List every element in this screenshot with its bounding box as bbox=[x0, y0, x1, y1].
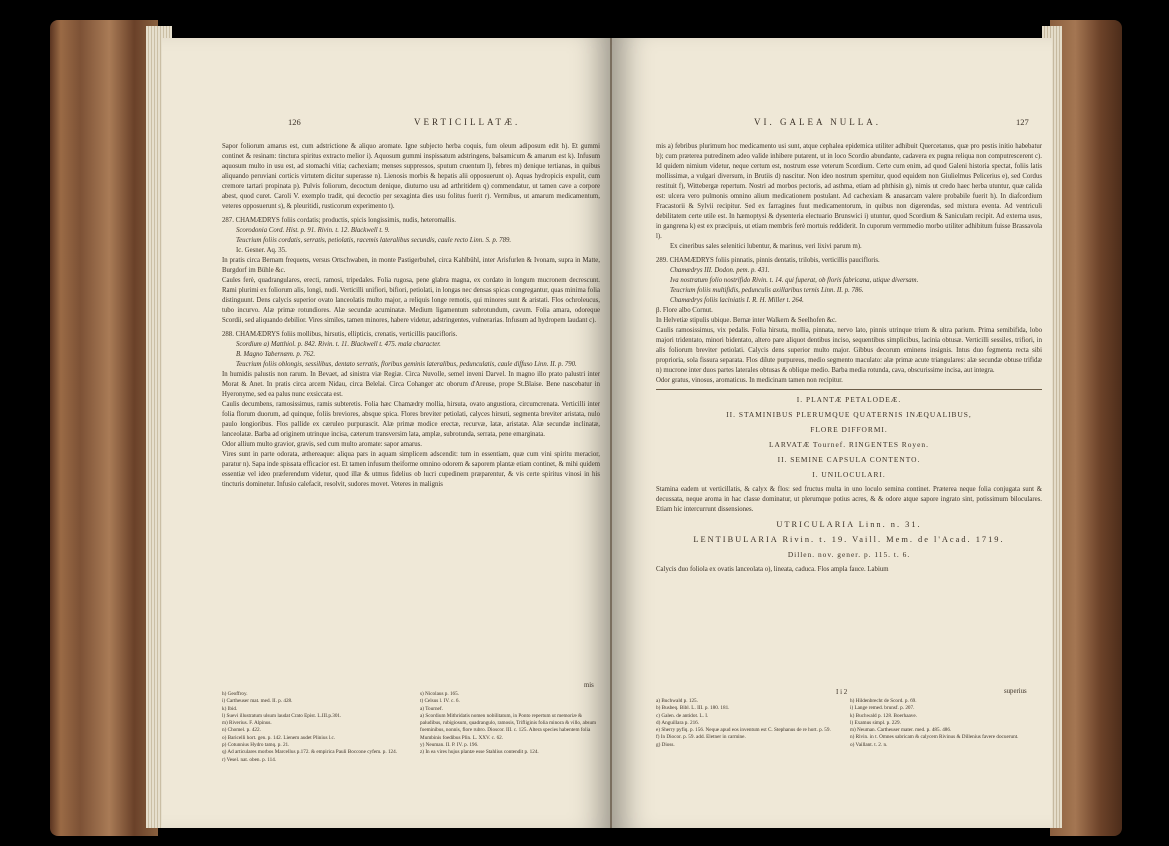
footnote: s) Nicolaus p. 165. bbox=[420, 691, 460, 697]
footnote: i) Lange remed. brunsf. p. 207. bbox=[850, 705, 915, 712]
footnote: e) Sherry pyfiq. p. 156. Neque apud eos inventum est C. Stephanus de re hort. p. 59. bbox=[656, 727, 831, 734]
footnote: t) Celsus l. IV. c. 6. bbox=[420, 698, 460, 705]
footnote: b) Busbeq. Bibl. L. III. p. 180. 181. bbox=[656, 705, 730, 712]
species-entry-288: 288. CHAMÆDRYS foliis mollibus, hirsutis, ellipticis, crenatis, verticillis paucifloris. bbox=[222, 331, 458, 338]
footnote: o) Baricelli hort. gen. p. 142. Lienem audet Plinius l.c. bbox=[222, 734, 336, 741]
footnote: k) Ibid. bbox=[222, 705, 238, 712]
description-paragraph: Caulis decumbens, ramosissimus, ramis subteretis. Folia hæc Chamædry mollia, hirsuta, ovato angustiora, circumcrenata. Verticilli inter folia florum duorum, ad quinque, foliis breviores, absque spica. Flores breviter petiolati, calyces hirsuti, segmenta breviter aristata, nulo paulo longioribus. Flos pallide ex cæruleo purpurascit. Alæ primæ modice erectæ, recurvæ, latæ, aristatæ. Alæ secundæ inclinatæ, lanceolatæ. Barba ad originem utrinque incisa, cæterum transversim lata, amplæ, subrotunda, serrata, pene emarginata. bbox=[222, 401, 600, 438]
section-heading: II. SEMINE CAPSULA CONTENTO. bbox=[777, 455, 921, 464]
left-footnotes-col2 bbox=[420, 691, 600, 757]
left-footnotes-col1 bbox=[222, 691, 407, 764]
footnote: l) Examus simpl. p. 229. bbox=[850, 719, 901, 726]
footnote: d) Anguillara p. 216. bbox=[656, 719, 700, 726]
section-heading: I. PLANTÆ PETALODEÆ. bbox=[796, 395, 902, 404]
footnote: a) Tournef. bbox=[420, 705, 443, 712]
footnote: l) Suevi illustratum ulsum laudat Crato Epist. L.III.p.301. bbox=[222, 712, 342, 719]
footnote: y) Neuman. II. P. IV. p. 196. bbox=[420, 742, 479, 749]
right-running-header: VI. GALEA NULLA. bbox=[754, 117, 881, 127]
genus-text: Calycis duo foliola ex ovatis lanceolata o), lineata, caduca. Flos ampla fauce. Labium bbox=[656, 566, 889, 573]
genus-heading: UTRICULARIA Linn. n. 31. bbox=[776, 520, 922, 529]
paragraph: Ex cineribus sales selenitici lubentur, & marinus, veri lixivi parum m). bbox=[670, 243, 862, 250]
synonym-line: Iva nostratum folio nostrifido Rivin. t. 14. qui fuperat, ob floris fabricana, utique diversam. bbox=[670, 277, 919, 284]
left-page bbox=[162, 38, 612, 828]
section-divider bbox=[656, 389, 1042, 390]
section-text: Stamina eadem ut verticillatis, & calyx & flos: sed fructus multa in uno loculo semina continet. Præterea neque folia conjugata sunt & decussata, neque aroma in hac classe dominatur, ut plerumque potius acres, & & odore atque sapore ingrato sint, potissimum biloculares. Etiam hic intercurrunt dissensiones. bbox=[656, 486, 1042, 513]
footnote: n) Chomel. p. 422. bbox=[222, 727, 261, 734]
paragraph: mis a) febribus plurimum hoc medicamento usi sunt, atque cephalea epidemica utiliter adhibuit Quercetanus, quæ pro pestis initio habebatur b); cum præterea putredinem adeo valide inhibere putarent, ut in loco Scordio abundante, cadavera ex pugna reliqua non computrescerent c). Id quidem nimium videtur, neque certum est, nostrum esse veterum Scordium. Certe cum enim, ad quod Galeni historia spectat, foliis latis mollissimæ, a vulgari diversum, in Brutiis d) nascitur. Non ideo nostrum spernitur, quod equidem non Giulielmus Pelicerius e), sed Cordus restituit f), Wittebergæ repertum. Nostri ad morbos pectoris, ad asthma, etiam ad phthisin g), nimis ut credo haec herba utuntur, quæ calida est: ulcera vero pulmonis omnino alium medicationem postulant. Ad cachexiam & anasarcam valere probabile fuerit h). In diafcordium Fracastorii & Sylvii recipitur. Sed ex farragines fuut medicamentorum, in quibus non digerendas, sed mixtura eventa. Ad ventriculi debilitatem certe utile est. In hæmoptysi & dysenteria electuario Brunswici i) utuntur, quod Scordium & Saniculam recipit. Ad externa usus, in gangrena k) est ex præcipuis, ut etiam membris ferè mortuis reddiderit. In cuporum vermmedio morbo utiliter adhibitum fuisse Brassavola l). bbox=[656, 143, 1042, 240]
variety-line: β. Flore albo Cornut. bbox=[656, 307, 713, 314]
synonym-line: Scorodonia Cord. Hist. p. 91. Rivin. t. 12. Blackwell t. 9. bbox=[236, 227, 390, 234]
left-page-number: 126 bbox=[288, 117, 301, 127]
footnote: r) Vesel. nat. oben. p. 114. bbox=[222, 756, 277, 763]
right-body-text bbox=[656, 142, 1042, 575]
synonym-line: Chamædrys foliis laciniatis I. R. H. Miller t. 264. bbox=[670, 297, 804, 304]
right-footnotes-col1 bbox=[656, 698, 841, 749]
left-body-text bbox=[222, 142, 600, 490]
synonym-line: Teucrium foliis multifidis, pedunculis axillaribus ternis Linn. II. p. 786. bbox=[670, 287, 864, 294]
left-catchword: mis bbox=[584, 682, 594, 689]
habitat-paragraph: In pratis circa Bernam frequens, versus Ortschwaben, in monte Pastigerbuhel, circa Kahlbühl, inter Arisfurlen & Ivonam, supra in Matte, Burgdorf im Bühle &c. bbox=[222, 257, 600, 274]
odor-paragraph: Odor gratus, vinosus, aromaticus. In medicinam tamen non recipitur. bbox=[656, 377, 843, 384]
footnote: h) Hildenbrecht de Scord. p. 69. bbox=[850, 698, 917, 704]
description-paragraph: Caules ferè, quadrangulares, erecti, ramosi, tripedales. Folia rugosa, pene glabra magna, ex cordato in longum mucronem decrescunt. Rami plurimi ex foliorum alis, longi, nudi. Verticilli unifiori, bifiori, petiolati, in longas nec densas spicas congregantur, quas minima folia distinguunt. Dens calycis superior ovato lanceolatis multo major, a reliquis longe remotis, qui minores sunt & aristati. Flos ochroleucus, tubo incurvo. Alæ primæ rotundiores. Alæ secundæ acuminatæ. Medium ligamentum subrotundum, cavum. Folia amara, odoreque Scordii, sed aliquando debilior. Vires similes, tamen minores, habere videtur, adstringentes, vulnerarias. Infusum ad hydropem laudant c). bbox=[222, 277, 600, 324]
section-heading: I. UNILOCULARI. bbox=[812, 470, 886, 479]
footnote: z) In ea vires hujus plantæ esse Stahlius contendit p. 124. bbox=[420, 749, 539, 756]
footnote: h) Geoffroy. bbox=[222, 691, 248, 697]
genus-heading: LENTIBULARIA Rivin. t. 19. Vaill. Mem. de l'Acad. 1719. bbox=[693, 535, 1005, 544]
left-cover-edge bbox=[50, 20, 158, 836]
footnote: i) Cartheuser mat. med. II. p. 428. bbox=[222, 698, 293, 705]
right-page bbox=[612, 38, 1052, 828]
species-entry-289: 289. CHAMÆDRYS foliis pinnatis, pinnis dentatis, trilobis, verticillis paucifloris. bbox=[656, 257, 880, 264]
synonym-line: Ic. Gesner. Aq. 35. bbox=[236, 247, 287, 254]
footnote: o) Vaillant. t. 2. n. bbox=[850, 741, 888, 748]
footnote: p) Cotunnius Hydro tamq. p. 21. bbox=[222, 742, 290, 749]
odor-paragraph: Odor allium multo gravior, gravis, sed cum multo aromate: sapor amarus. bbox=[222, 441, 423, 448]
left-running-header: VERTICILLATÆ. bbox=[414, 117, 521, 127]
footnote: c) Galen. de antidot. L. I. bbox=[656, 712, 709, 719]
section-heading: LARVATÆ Tournef. RINGENTES Royen. bbox=[769, 440, 929, 449]
footnote: g) Dioss. bbox=[656, 741, 675, 748]
footnote: m) Riverius. F. Alpinus. bbox=[222, 720, 272, 727]
signature-mark: I i 2 bbox=[836, 688, 848, 696]
open-book bbox=[50, 20, 1122, 840]
synonym-line: Teucrium foliis cordatis, serratis, petiolatis, racemis lateralibus secundis, caule recto Linn. S. p. 789. bbox=[236, 237, 512, 244]
right-footnotes-col2 bbox=[850, 698, 1040, 749]
footnote: q) Ad articulares morbos Marcellus p.172. & empirica Pauli Boccone cyfem. p. 124. bbox=[222, 749, 398, 756]
habitat-paragraph: In Helvetiæ stipulis ubique. Bernæ inter Walkern & Seelhofen &c. bbox=[656, 317, 837, 324]
right-catchword: superius bbox=[1004, 688, 1027, 695]
synonym-line: Teucrium foliis oblongis, sessilibus, dentato serratis, floribus geminis lateralibus, pedunculatis, caule diffuso Linn. II. p. 790. bbox=[236, 361, 577, 368]
section-heading: II. STAMINIBUS PLERUMQUE QUATERNIS INÆQUALIBUS, bbox=[726, 410, 972, 419]
synonym-line: Scordium a) Matthiol. p. 842. Rivin. t. 11. Blackwell t. 475. mala character. bbox=[236, 341, 441, 348]
footnote: k) Buchwald p. 128. Boerhaave. bbox=[850, 712, 917, 719]
paragraph: Sapor foliorum amarus est, cum adstrictione & aliquo aromate. Igne subjecto herba coquis, fum oleum adiposum edit h). Et gummi continet & resinam: tinctura spiritus extracto melior i). Aquosum gummi inspissatum adstringens, balsamicum & amarum est k). Infusum aquosum multo in usu est, ad stomachi vitia; cachexiam; menses suppressos, sputum cruentum l), febres m) denique tertianas, in quibus aliquando peruviani corticis virtutem dicitur superasse n). Lienosis morbis & hepatis alii opposuerunt o). Aquas hydropicis expulit, cum cremore tartari propinata p). Pulvis foliorum, decoctum denique, diuturno usu ad arthritidem q) commendatur, ut tamen cave a corpore abest, quod curet. Caroli V. exemplo tradit, qui decoctio per sexaginta dies usu folitus fuerit r). Vermibus, ut amarum medicamentum, veteres opposuerunt s), & pleuritidi, rusticorum experimento t). bbox=[222, 143, 600, 210]
footnote: a) Scordium Mithridatis nomen nobilitatum, in Ponto repertum ut memoriæ & paludibus, rubigiosum, quadrangulo, ramosis, Trifliginis folia minora & villo, absum foeminibus, nonnis, flore rubro. Dioscor. III. c. 125. Altera species habentem folia Mumbinis foedibus Plin. L. XXV. c. 62. bbox=[420, 712, 597, 741]
footnote: m) Neuman. Cartheuser mater. med. p. 485. 486. bbox=[850, 727, 952, 734]
footnote: f) In Diocor. p. 59. add. Eletner in carmine. bbox=[656, 734, 746, 741]
virtues-paragraph: Vires sunt in parte odorata, æthereaque: aliqua pars in aquam simplicem adscendit: tum in essentiam, quæ cum vini spiritu meracior, paratur n). Sapa inde spissata efficacior est. Et tamen infusum theiforme omnino odorem & saporem plantæ etiam continet, & mihi quidem essentiæ vel ideo præferendum videtur, quod illæ & utmus fidelius ob lucri cupedinem præparentur, & vis certe spiritus vinosi in his tincturis dominetur. Infusio calefacit, resolvit, sudores movet. Veteres in malignis bbox=[222, 451, 600, 488]
synonym-line: Chamædrys III. Dodon. pem. p. 431. bbox=[670, 267, 770, 274]
habitat-paragraph: In humidis palustis non rarum. In Bevaet, ad sinistra viæ Regiæ. Circa Nuvolle, semel inveni Darvel. In magno illo prato palustri inter Morat & Anet. In pratis circa arcem Nidau, circa Belelai. Circa Cohanger atc oborum d'Areuse, prope St.Blaise. Bene nascebatur in Hyeronyme, sed ea palus nunc exsiccata est. bbox=[222, 371, 600, 398]
section-heading: FLORE DIFFORMI. bbox=[810, 425, 888, 434]
genus-reference: Dillen. nov. gener. p. 115. t. 6. bbox=[787, 550, 911, 559]
footnote: a) Buchwald p. 125. bbox=[656, 698, 698, 704]
species-entry-287: 287. CHAMÆDRYS foliis cordatis; productis, spicis longissimis, nudis, heteromallis. bbox=[222, 217, 456, 224]
description-paragraph: Caulis ramosissimus, vix pedalis. Folia hirsuta, mollia, pinnata, nervo lato, pinnis utrinque trium & ultra parium. Prima semibifida, lobo majori tridentato, minori bidentato, altero pare aliquot dentibus inciso, sequentibus simplicibus, lacinia obtusæ. Verticilli sessiles, trifiori, in alis foliorum breviter petiolati. Calycis dens superior multo major. Gibbus decorum eminens insignis. Intus duo fegmenta recta sibi proprioria, sola fissura separata. Flos dilute purpureus, medio segmento maculato: alæ primæ acute triangulares: alæ secundæ obtuse trifidæ n) mucrone inter duos partes laterales obtusas & oblique medio. Barba media rotunda, cava, obscurissime incisa, aut integra. bbox=[656, 327, 1042, 374]
footnote: n) Rivin. in t. Omnes sabricam & calycem Rivinus & Dillenius favere docuerunt. bbox=[850, 734, 1019, 741]
synonym-line: B. Magno Tabernæm. p. 762. bbox=[236, 351, 316, 358]
right-page-number: 127 bbox=[1016, 117, 1029, 127]
